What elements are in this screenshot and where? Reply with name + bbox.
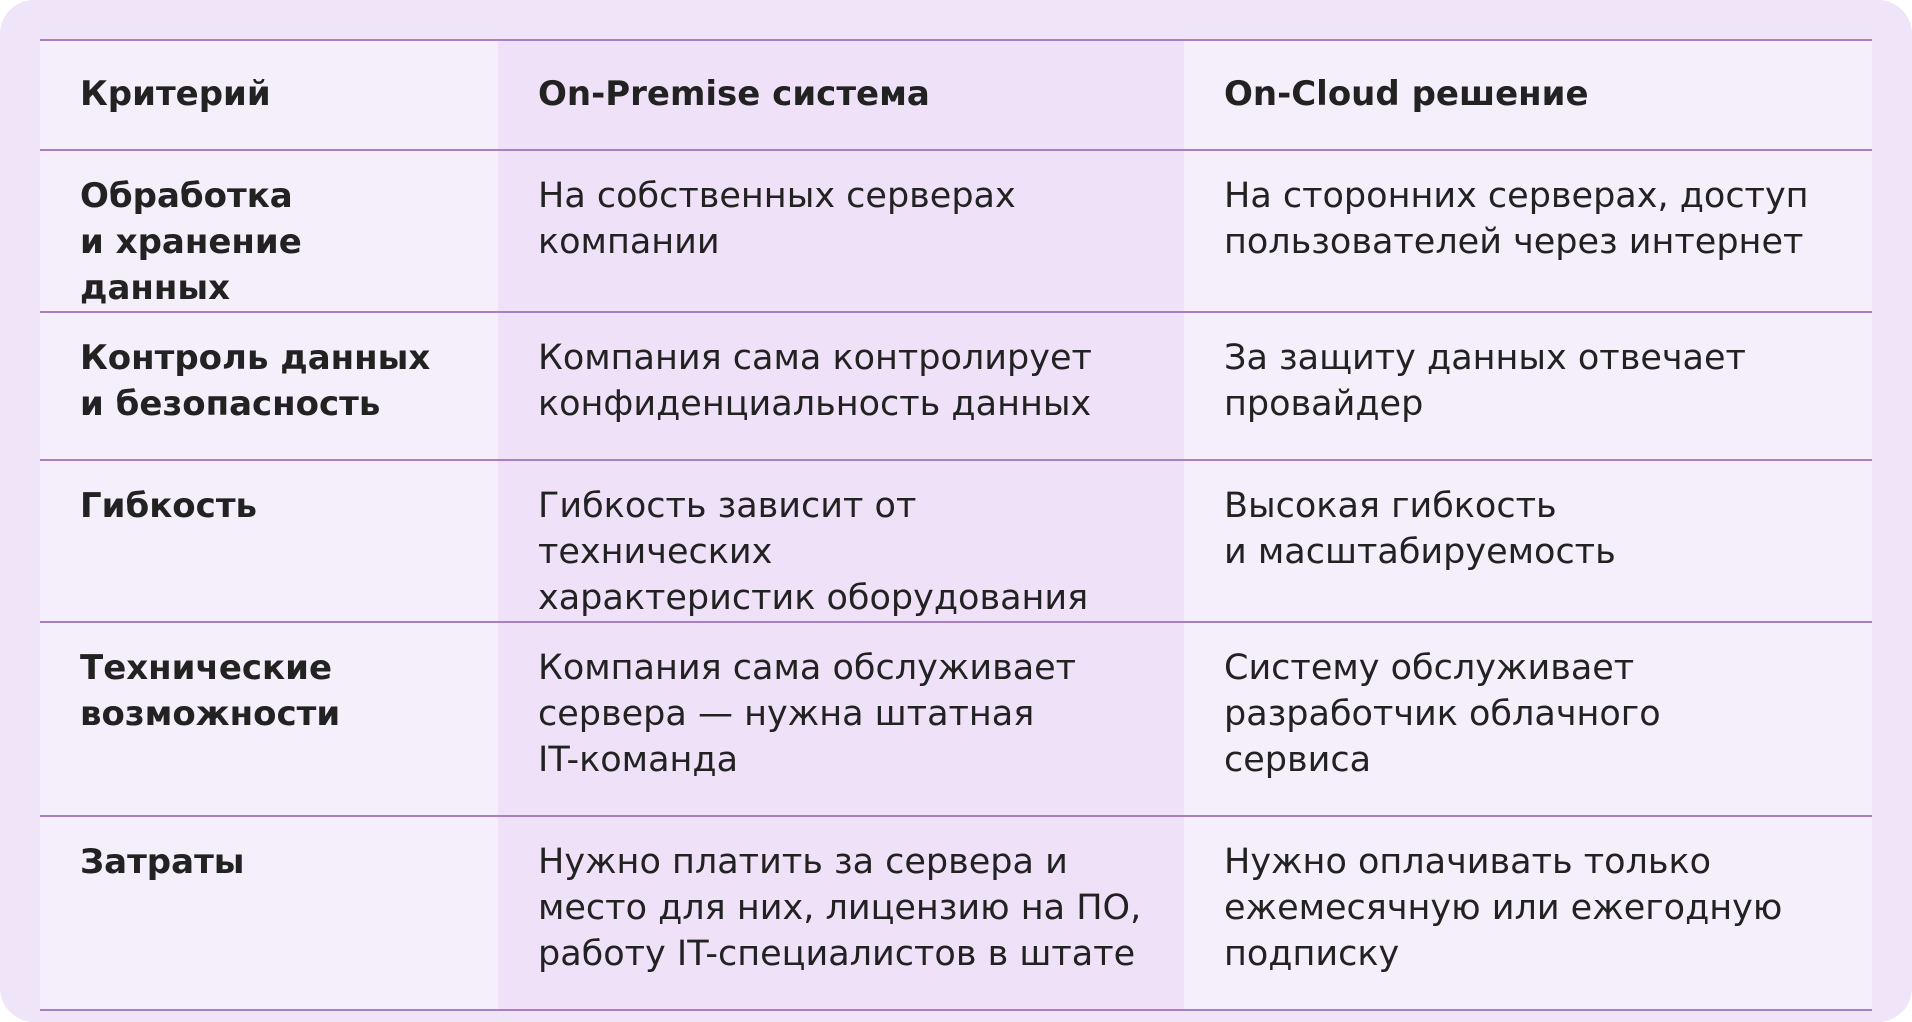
criterion-cell	[40, 312, 498, 460]
table-row	[40, 460, 1872, 622]
on-premise-cell	[498, 460, 1184, 622]
table-row	[40, 312, 1872, 460]
on-premise-text: На собственных серверах компании	[538, 176, 1016, 262]
header-on-premise: On-Premise система	[498, 40, 1184, 150]
on-premise-text: Гибкость зависит от технических характеристик оборудования	[538, 486, 1089, 618]
criterion-text: Контроль данных и безопасность	[80, 338, 431, 424]
on-premise-cell	[498, 150, 1184, 312]
on-premise-text: Компания сама обслуживает сервера — нужна штатная IT-команда	[538, 648, 1077, 780]
on-cloud-cell	[1184, 816, 1872, 1010]
table-row	[40, 622, 1872, 816]
on-premise-cell	[498, 816, 1184, 1010]
header-on-cloud: On-Cloud решение	[1184, 40, 1872, 150]
on-cloud-text: Систему обслуживает разработчик облачного сервиса	[1224, 648, 1661, 780]
table-row	[40, 150, 1872, 312]
on-cloud-cell	[1184, 460, 1872, 622]
on-premise-cell	[498, 312, 1184, 460]
comparison-table	[40, 39, 1872, 1011]
header-criterion: Критерий	[40, 40, 498, 150]
on-cloud-text: На сторонних серверах, доступ пользователей через интернет	[1224, 176, 1809, 262]
criterion-cell	[40, 622, 498, 816]
on-premise-text: Нужно платить за сервера и место для них, лицензию на ПО, работу IT-специалистов в штате	[538, 842, 1142, 974]
criterion-cell	[40, 816, 498, 1010]
on-cloud-text: За защиту данных отвечает провайдер	[1224, 338, 1746, 424]
on-premise-cell	[498, 622, 1184, 816]
on-cloud-cell	[1184, 150, 1872, 312]
criterion-text: Затраты	[80, 842, 245, 882]
on-cloud-cell	[1184, 312, 1872, 460]
on-cloud-cell	[1184, 622, 1872, 816]
table-header-row	[40, 40, 1872, 150]
table-row	[40, 816, 1872, 1010]
on-premise-text: Компания сама контролирует конфиденциальность данных	[538, 338, 1092, 424]
on-cloud-text: Высокая гибкость и масштабируемость	[1224, 486, 1616, 572]
on-cloud-text: Нужно оплачивать только ежемесячную или ежегодную подписку	[1224, 842, 1783, 974]
criterion-text: Обработка и хранение данных	[80, 176, 302, 308]
criterion-text: Гибкость	[80, 486, 258, 526]
criterion-cell	[40, 460, 498, 622]
criterion-cell	[40, 150, 498, 312]
criterion-text: Технические возможности	[80, 648, 341, 734]
